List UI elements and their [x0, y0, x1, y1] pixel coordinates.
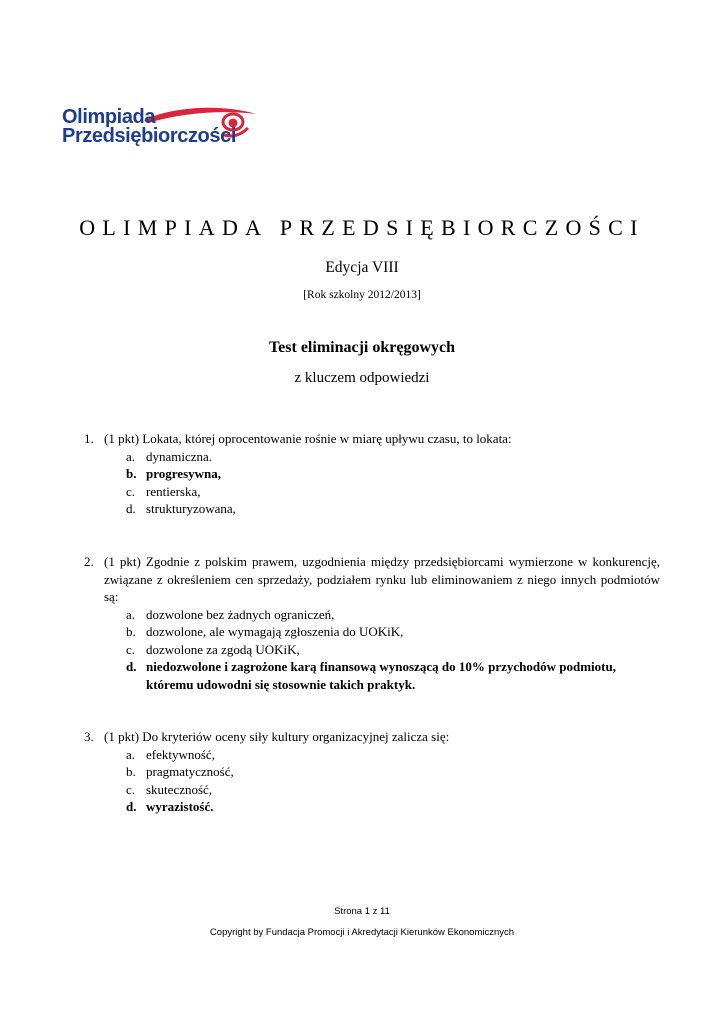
answer-text: skuteczność, — [146, 781, 213, 797]
answer-letter: b. — [126, 624, 136, 639]
answer-option — [84, 606, 660, 624]
question-header — [84, 553, 660, 606]
answer-letter: a. — [126, 606, 136, 622]
answer-list — [84, 606, 660, 694]
question-1 — [84, 430, 660, 518]
answer-letter: c. — [126, 483, 136, 499]
question-2 — [84, 553, 660, 693]
answer-text: pragmatyczność, — [146, 764, 234, 779]
answer-option — [84, 746, 660, 764]
question-3 — [84, 728, 660, 816]
answer-letter: d. — [126, 659, 137, 674]
answer-text: progresywna, — [146, 466, 221, 481]
document-title: OLIMPIADA PRZEDSIĘBIORCZOŚCI — [79, 215, 645, 240]
olimpiada-logo — [62, 106, 254, 152]
question-header — [84, 430, 660, 448]
answer-letter: a. — [126, 746, 136, 762]
answer-option — [84, 500, 660, 518]
question-header — [84, 728, 660, 746]
question-text: (1 pkt) Zgodnie z polskim prawem, uzgodnienia między przedsiębiorcami wymierzone w konkurencję, związane z określeniem cen sprzedaży, podziałem rynku lub eliminowaniem z niego innych podmiotów są: — [104, 554, 660, 604]
answer-text: dozwolone bez żadnych ograniczeń, — [146, 606, 335, 622]
answer-letter: b. — [126, 764, 136, 779]
answer-list — [84, 746, 660, 816]
answer-option — [84, 448, 660, 466]
question-text: (1 pkt) Do kryteriów oceny siły kultury organizacyjnej zalicza się: — [104, 729, 450, 744]
answer-text: wyrazistość. — [146, 799, 214, 814]
answer-text: efektywność, — [146, 746, 215, 762]
copyright-notice: Copyright by Fundacja Promocji i Akredytacji Kierunków Ekonomicznych — [209, 927, 515, 938]
school-year-label: [Rok szkolny 2012/2013] — [303, 289, 421, 301]
question-number: 3. — [84, 729, 94, 744]
answer-text: dozwolone, ale wymagają zgłoszenia do UOKiK, — [146, 624, 404, 639]
answer-option — [84, 483, 660, 501]
question-number: 1. — [84, 431, 94, 446]
answer-option-correct — [84, 465, 660, 483]
answer-letter: c. — [126, 781, 136, 797]
answer-option — [84, 781, 660, 799]
answer-letter: c. — [126, 641, 136, 657]
edition-label: Edycja VIII — [325, 259, 399, 276]
answer-list — [84, 448, 660, 518]
answer-option — [84, 623, 660, 641]
answer-text: dynamiczna. — [146, 448, 213, 464]
test-subtitle: z kluczem odpowiedzi — [294, 370, 430, 386]
answer-letter: b. — [126, 466, 137, 481]
answer-text: rentierska, — [146, 483, 201, 499]
answer-text: niedozwolone i zagrożone karą finansową wynoszącą do 10% przychodów podmiotu, któremu udowodni się stosownie takich praktyk. — [146, 659, 616, 692]
page-number: Strona 1 z 11 — [334, 906, 390, 917]
answer-option — [84, 763, 660, 781]
answer-letter: a. — [126, 448, 136, 464]
answer-option-correct — [84, 798, 660, 816]
logo-text-line2: Przedsiębiorczości — [62, 125, 236, 147]
logo-text-line1: Olimpiada — [62, 106, 156, 128]
answer-option — [84, 641, 660, 659]
question-text: (1 pkt) Lokata, której oprocentowanie rośnie w miarę upływu czasu, to lokata: — [104, 431, 512, 446]
test-title: Test eliminacji okręgowych — [268, 339, 456, 356]
answer-letter: d. — [126, 501, 136, 516]
answer-option-correct — [84, 658, 660, 693]
question-number: 2. — [84, 554, 94, 569]
answer-text: strukturyzowana, — [146, 501, 236, 516]
answer-text: dozwolone za zgodą UOKiK, — [146, 641, 300, 657]
answer-letter: d. — [126, 799, 137, 814]
